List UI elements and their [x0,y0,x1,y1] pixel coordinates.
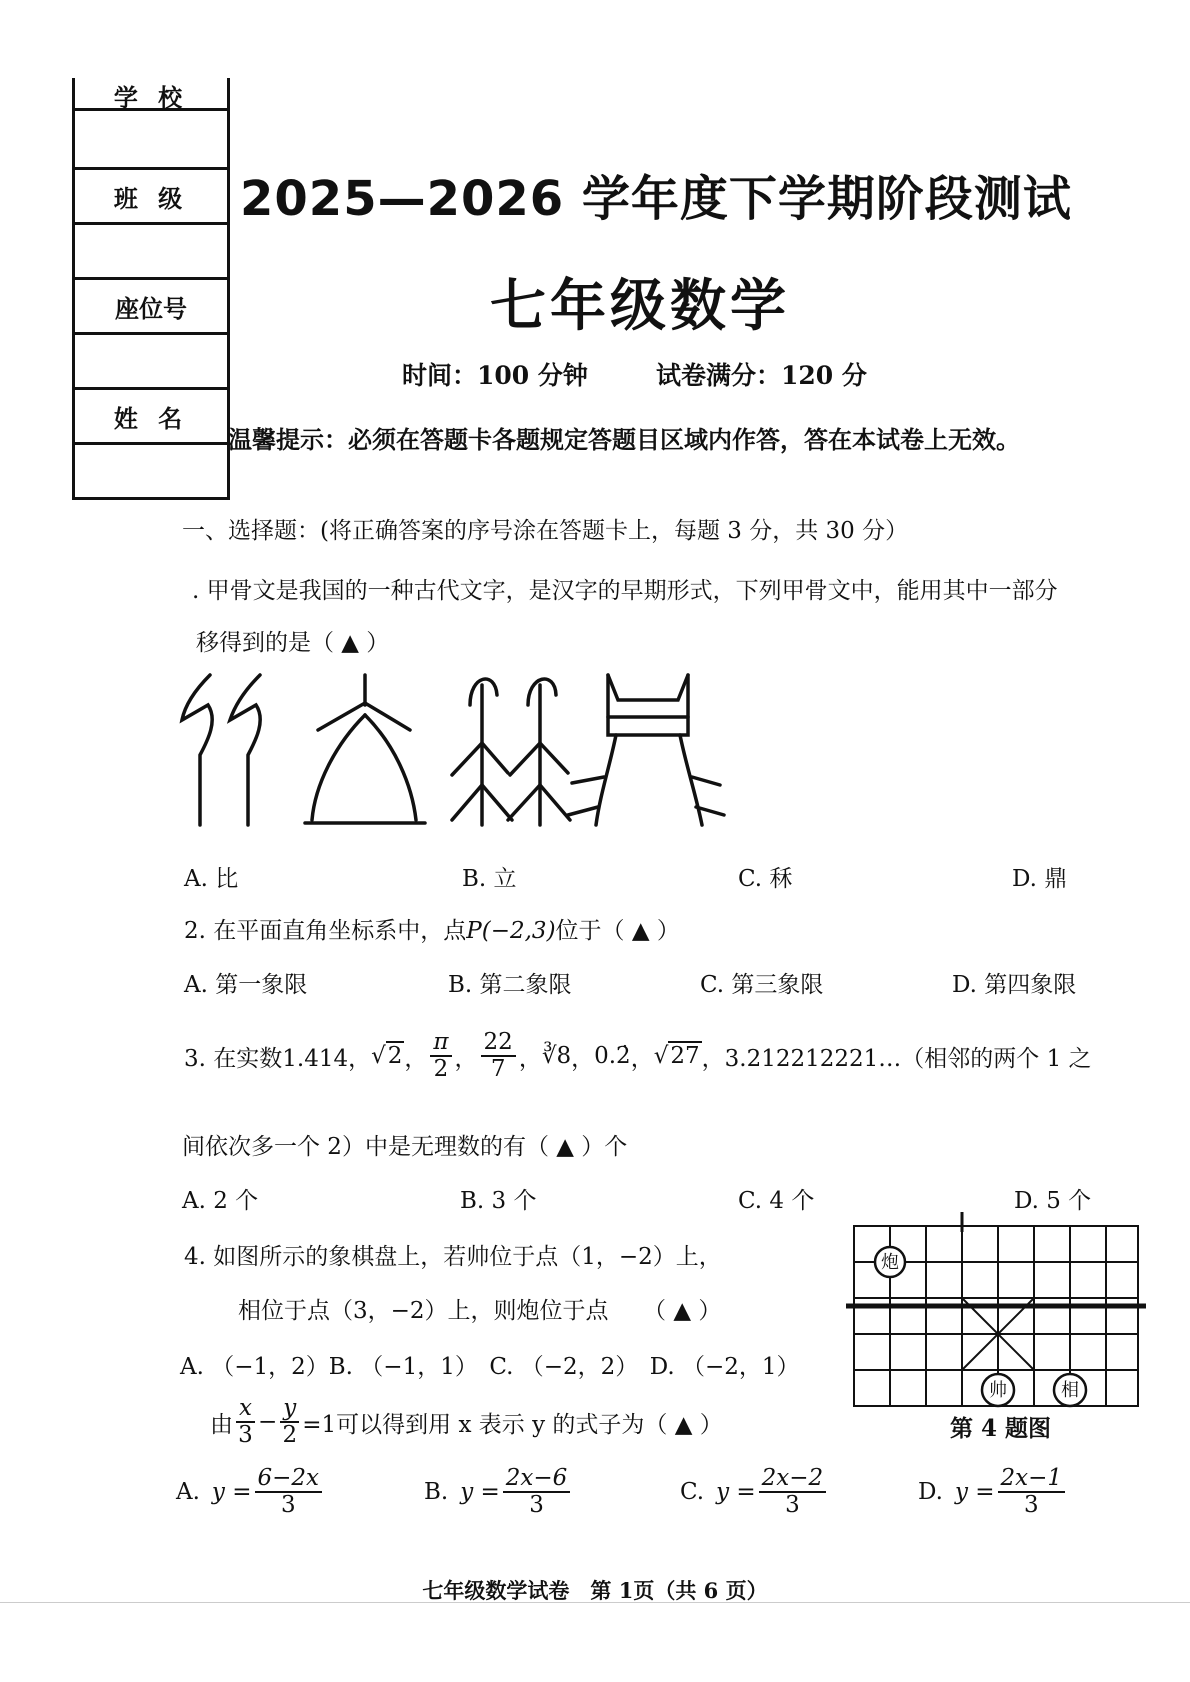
class-label: 班 级 [75,170,227,225]
q5-post: =1可以得到用 x 表示 y 的式子为（ ▲ ） [302,1411,723,1438]
q1-option-b: B. 立 [462,866,517,892]
seat-label: 座位号 [75,280,227,335]
seat-field [75,335,227,390]
q2-option-a: A. 第一象限 [184,972,308,998]
exam-tip: 温馨提示：必须在答题卡各题规定答题目区域内作答，答在本试卷上无效。 [228,425,1020,454]
xiang-piece-label: 相 [1061,1380,1079,1400]
school-label: 学 校 [75,78,227,111]
oracle-li2-glyph [452,679,570,825]
oracle-li-glyph [305,675,425,823]
q4-figure-caption: 第 4 题图 [950,1415,1052,1442]
q3-22-over-7: $\frac{22}{7}$ [481,1030,516,1083]
q3-sqrt2: √2 [371,1043,403,1070]
q2-option-c: C. 第三象限 [700,972,824,998]
q1-stem-line2: 移得到的是（ ▲ ） [196,630,390,656]
q3-option-a: A. 2 个 [182,1188,259,1214]
q1-stem-line1: . 甲骨文是我国的一种古代文字，是汉字的早期形式，下列甲骨文中，能用其中一部分 [192,578,1058,604]
q2-option-d: D. 第四象限 [952,972,1077,998]
q5-frac-x: $\frac{x}{3}$ [236,1396,255,1449]
q3-option-d: D. 5 个 [1014,1188,1092,1214]
oracle-bone-figures [170,665,730,835]
exam-time: 时间：100 分钟 [402,361,588,390]
footer-divider [0,1602,1190,1603]
exam-subject: 七年级数学 [490,274,790,339]
q3-pi-over-2: $\frac{\pi}{2}$ [430,1030,451,1083]
q2-stem-post: 位于（ ▲ ） [555,918,680,944]
exam-title: 2025—2026 学年度下学期阶段测试 [240,171,1072,227]
section-heading: 一、选择题：(将正确答案的序号涂在答题卡上，每题 3 分，共 30 分） [182,518,909,544]
shuai-piece-label: 帅 [989,1380,1007,1400]
q3-repeating: 0.2̇ [594,1043,631,1070]
q5-option-a: A. y = $\frac{6-2x}{3}$ [176,1466,325,1519]
exam-score: 试卷满分：120 分 [656,361,867,390]
q3-sqrt27: √27 [653,1043,700,1070]
q3-cbrt8: ∛8 [541,1043,572,1070]
oracle-bi-glyph [182,675,260,825]
q2-option-b: B. 第二象限 [448,972,572,998]
q1-option-d: D. 鼎 [1012,866,1068,892]
q4-options: A. （−1，2）B. （−1，1） C. （−2，2） D. （−2，1） [180,1354,800,1380]
pao-piece-label: 炮 [881,1252,899,1272]
oracle-ding-glyph [568,675,724,825]
q5-option-b: B. y = $\frac{2x-6}{3}$ [424,1466,573,1519]
chessboard-figure [846,1212,1146,1408]
name-label: 姓 名 [75,390,227,445]
q5-pre: 由 [210,1411,233,1438]
name-field [75,445,227,500]
school-field [75,111,227,170]
q5-option-c: C. y = $\frac{2x-2}{3}$ [680,1466,829,1519]
q2-stem-pre: 2. 在平面直角坐标系中，点 [184,918,467,944]
page-footer: 七年级数学试卷 第 1页（共 6 页） [422,1578,768,1603]
q1-option-a: A. 比 [184,866,239,892]
q3-stem-line2: 间依次多一个 2）中是无理数的有（ ▲ ）个 [182,1134,628,1160]
q3-stem-pre: 3. 在实数1.414， [184,1045,372,1072]
q3-option-b: B. 3 个 [460,1188,537,1214]
q5-option-d: D. y = $\frac{2x-1}{3}$ [918,1466,1068,1519]
q3-stem-tail: ，3.212212221…（相邻的两个 1 之 [701,1045,1092,1072]
q5-stem: 由 $\frac{x}{3}$ − $\frac{y}{2}$ =1可以得到用 x 表示 y 的式子为（ ▲ ） [210,1395,723,1449]
q1-option-c: C. 秝 [738,866,793,892]
q2-stem [184,912,680,945]
q4-stem-line2: 相位于点（3，−2）上，则炮位于点 （ ▲ ） [238,1298,722,1324]
q4-stem-line1: 4. 如图所示的象棋盘上，若帅位于点（1，−2）上， [184,1244,722,1270]
q2-point: P(−2,3) [466,918,556,944]
q3-option-c: C. 4 个 [738,1188,815,1214]
q3-stem-line1: 3. 在实数1.414， √2 ， $\frac{\pi}{2}$ ， $\frac{22}{7}$ ， ∛8 ， 0.2̇ ， √27 ，3.212212221…（相邻的两个 1 之 [184,1029,1092,1083]
q5-frac-y: $\frac{y}{2}$ [280,1396,299,1449]
